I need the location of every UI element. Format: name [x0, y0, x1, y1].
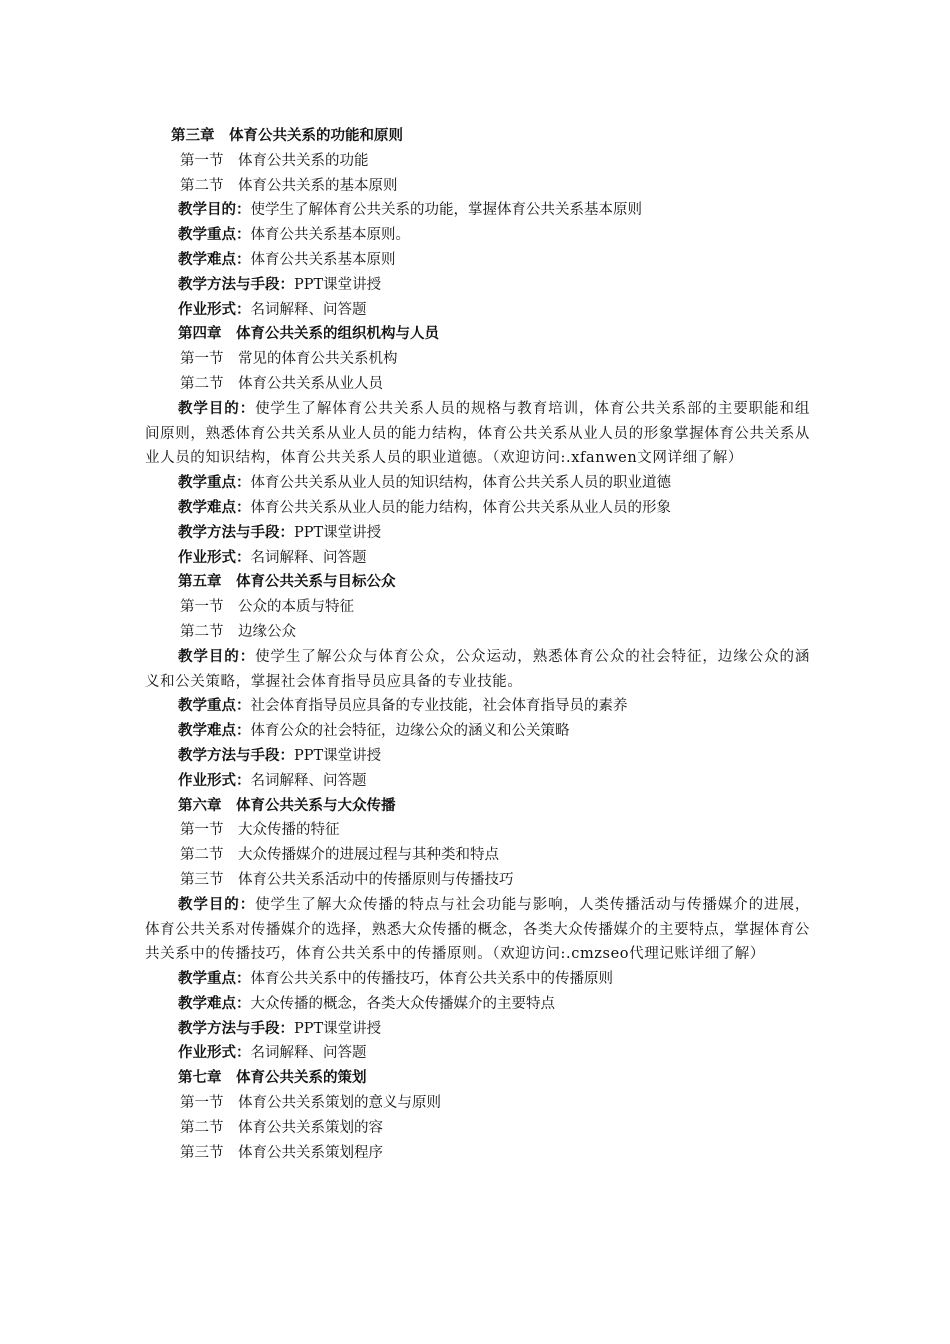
section-heading: 第三节 体育公共关系策划程序: [180, 1144, 383, 1161]
field-text: 使学生了解大众传播的特点与社会功能与影响，人类传播活动与传播媒介的进展，体育公共关系对传播媒介的选择，熟悉大众传播的概念，各类大众传播媒介的主要特点，掌握体育公共关系中的传播技巧，体育公共关系中的传播原则。（欢迎访问:.cmzseo代理记账详细了解）: [145, 896, 811, 963]
field-text: 体育公众的社会特征，边缘公众的涵义和公关策略: [250, 723, 570, 740]
field-text: 名词解释、问答题: [250, 772, 367, 789]
section-heading: 第二节 体育公共关系策划的容: [180, 1119, 383, 1136]
field-text: 名词解释、问答题: [250, 301, 367, 318]
field-line: [145, 1017, 810, 1042]
section-heading: 第三节 体育公共关系活动中的传播原则与传播技巧: [180, 871, 514, 888]
field-label: 教学重点：: [178, 475, 251, 492]
field-label: 作业形式：: [178, 1045, 251, 1062]
field-text: PPT课堂讲授: [294, 524, 382, 541]
field-line: [145, 967, 810, 992]
field-text: 社会体育指导员应具备的专业技能，社会体育指导员的素养: [250, 698, 628, 715]
field-label: 教学难点：: [178, 723, 251, 740]
section-heading: 第一节 体育公共关系的功能: [180, 152, 369, 169]
section-heading: 第二节 大众传播媒介的进展过程与其种类和特点: [180, 847, 499, 864]
section-heading: 第二节 体育公共关系的基本原则: [180, 177, 398, 194]
field-text: 使学生了解体育公共关系人员的规格与教育培训，体育公共关系部的主要职能和组间原则，熟悉体育公共关系从业人员的能力结构，体育公共关系从业人员的形象掌握体育公共关系从业人员的知识结构，体育公共关系人员的职业道德。（欢迎访问:.xfanwen文网详细了解）: [145, 400, 811, 467]
field-label: 教学难点：: [178, 995, 251, 1012]
section-heading: 第一节 体育公共关系策划的意义与原则: [180, 1095, 441, 1112]
section-heading: 第二节 边缘公众: [180, 623, 296, 640]
field-line: [145, 992, 810, 1017]
field-text: 体育公共关系基本原则: [250, 251, 396, 268]
field-line: [145, 471, 810, 496]
field-label: 教学目的：: [178, 896, 256, 913]
chapter-heading: 第五章 体育公共关系与目标公众: [178, 574, 396, 591]
field-text: 体育公共关系基本原则。: [250, 227, 410, 244]
field-line: [145, 719, 810, 744]
field-line: [145, 546, 810, 571]
field-text: 使学生了解公众与体育公众，公众运动，熟悉体育公众的社会特征，边缘公众的涵义和公关策略，掌握社会体育指导员应具备的专业技能。: [145, 648, 811, 690]
field-line: [145, 223, 810, 248]
field-line: [145, 769, 810, 794]
field-line: [145, 198, 810, 223]
field-label: 教学方法与手段：: [178, 524, 294, 541]
section-heading: 第二节 体育公共关系从业人员: [180, 375, 383, 392]
field-line: [145, 298, 810, 323]
field-line: [145, 248, 810, 273]
field-paragraph: [145, 893, 810, 967]
field-label: 教学重点：: [178, 227, 251, 244]
field-line: [145, 1041, 810, 1066]
field-text: PPT课堂讲授: [294, 276, 382, 293]
field-label: 作业形式：: [178, 549, 251, 566]
chapter-heading: 第三章 体育公共关系的功能和原则: [171, 128, 403, 144]
field-line: [145, 273, 810, 298]
field-text: PPT课堂讲授: [294, 747, 382, 764]
field-text: 名词解释、问答题: [250, 1045, 367, 1062]
field-text: 使学生了解体育公共关系的功能，掌握体育公共关系基本原则: [250, 202, 642, 219]
chapter-heading: 第七章 体育公共关系的策划: [178, 1070, 367, 1087]
section-heading: 第一节 常见的体育公共关系机构: [180, 351, 398, 368]
field-label: 教学重点：: [178, 698, 251, 715]
section-heading: 第一节 公众的本质与特征: [180, 599, 354, 616]
field-text: 体育公共关系从业人员的能力结构，体育公共关系从业人员的形象: [250, 499, 671, 516]
field-label: 教学方法与手段：: [178, 276, 294, 293]
field-label: 教学方法与手段：: [178, 1020, 294, 1037]
field-label: 教学难点：: [178, 251, 251, 268]
field-text: 体育公共关系从业人员的知识结构，体育公共关系人员的职业道德: [250, 475, 671, 492]
field-text: 大众传播的概念，各类大众传播媒介的主要特点: [250, 995, 555, 1012]
chapter-heading: 第六章 体育公共关系与大众传播: [178, 797, 396, 814]
document-body: [145, 124, 810, 1165]
field-label: 教学重点：: [178, 971, 251, 988]
field-label: 作业形式：: [178, 301, 251, 318]
field-label: 教学难点：: [178, 499, 251, 516]
field-label: 作业形式：: [178, 772, 251, 789]
field-line: [145, 694, 810, 719]
field-text: 体育公共关系中的传播技巧，体育公共关系中的传播原则: [250, 971, 613, 988]
field-paragraph: [145, 645, 810, 695]
field-text: PPT课堂讲授: [294, 1020, 382, 1037]
field-line: [145, 496, 810, 521]
field-paragraph: [145, 397, 810, 471]
field-label: 教学目的：: [178, 202, 251, 219]
field-text: 名词解释、问答题: [250, 549, 367, 566]
field-label: 教学目的：: [178, 648, 256, 665]
field-line: [145, 521, 810, 546]
field-label: 教学目的：: [178, 400, 256, 417]
field-label: 教学方法与手段：: [178, 747, 294, 764]
field-line: [145, 744, 810, 769]
section-heading: 第一节 大众传播的特征: [180, 822, 340, 839]
chapter-heading: 第四章 体育公共关系的组织机构与人员: [178, 326, 439, 343]
